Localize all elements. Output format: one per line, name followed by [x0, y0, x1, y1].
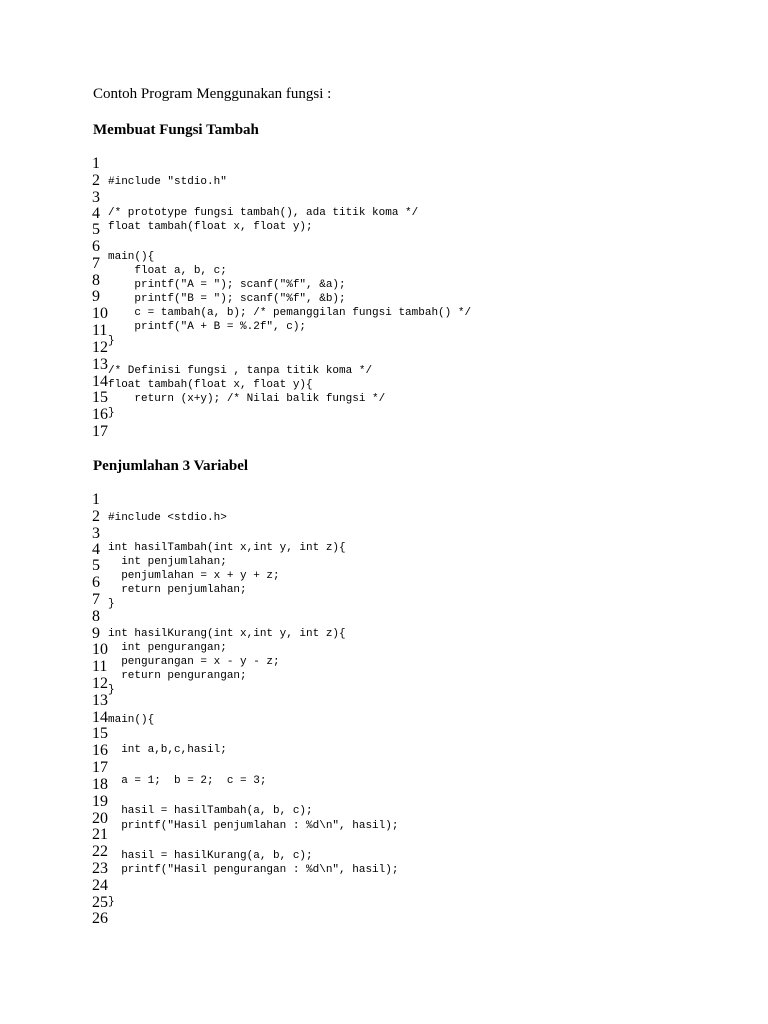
line-number: 4: [92, 541, 100, 558]
code-line: }: [108, 896, 115, 908]
line-number: 5: [92, 557, 100, 574]
line-number: 16: [92, 406, 108, 423]
line-number: 15: [92, 389, 108, 406]
code-line: printf("Hasil pengurangan : %d\n", hasil);: [108, 864, 399, 876]
code-line: int hasilKurang(int x,int y, int z){: [108, 628, 346, 640]
code-line: printf("B = "); scanf("%f", &b);: [108, 293, 346, 305]
code-line: penjumlahan = x + y + z;: [108, 570, 280, 582]
code-line: }: [108, 684, 115, 696]
line-number: 23: [92, 860, 108, 877]
line-number: 4: [92, 205, 100, 222]
code-line: pengurangan = x - y - z;: [108, 656, 280, 668]
line-number: 2: [92, 508, 100, 525]
line-number: 8: [92, 608, 100, 625]
line-number: 25: [92, 894, 108, 911]
code-line: float a, b, c;: [108, 265, 227, 277]
line-number: 6: [92, 238, 100, 255]
line-number: 9: [92, 625, 100, 642]
line-number: 17: [92, 423, 108, 440]
line-number: 14: [92, 709, 108, 726]
line-number: 14: [92, 373, 108, 390]
line-number: 1: [92, 491, 100, 508]
code-line: main(){: [108, 714, 155, 726]
code-line: int a,b,c,hasil;: [108, 744, 227, 756]
code-line: #include "stdio.h": [108, 176, 227, 188]
line-number: 15: [92, 725, 108, 742]
line-number: 2: [92, 172, 100, 189]
line-number: 24: [92, 877, 108, 894]
code-line: hasil = hasilTambah(a, b, c);: [108, 805, 313, 817]
line-number: 21: [92, 826, 108, 843]
code-line: float tambah(float x, float y);: [108, 221, 313, 233]
line-number: 3: [92, 189, 100, 206]
code-line: c = tambah(a, b); /* pemanggilan fungsi tambah() */: [108, 307, 472, 319]
code-line: main(){: [108, 251, 155, 263]
code-line: printf("A + B = %.2f", c);: [108, 321, 307, 333]
line-number: 10: [92, 641, 108, 658]
line-number: 18: [92, 776, 108, 793]
line-number: 13: [92, 356, 108, 373]
line-number: 12: [92, 339, 108, 356]
line-number: 9: [92, 288, 100, 305]
code-line: /* prototype fungsi tambah(), ada titik koma */: [108, 207, 419, 219]
line-number: 11: [92, 322, 108, 339]
code-line: return penjumlahan;: [108, 584, 247, 596]
line-number: 7: [92, 255, 100, 272]
intro-text: Contoh Program Menggunakan fungsi :: [93, 86, 332, 102]
line-number: 5: [92, 221, 100, 238]
line-number: 10: [92, 305, 108, 322]
line-number: 6: [92, 574, 100, 591]
line-number: 12: [92, 675, 108, 692]
code-line: }: [108, 335, 115, 347]
code-line: #include <stdio.h>: [108, 512, 227, 524]
line-number: 3: [92, 525, 100, 542]
code-line: int hasilTambah(int x,int y, int z){: [108, 542, 346, 554]
line-number: 20: [92, 810, 108, 827]
code-line: return pengurangan;: [108, 670, 247, 682]
code-line: int penjumlahan;: [108, 556, 227, 568]
code-line: float tambah(float x, float y){: [108, 379, 313, 391]
code-line: }: [108, 407, 115, 419]
code-line: return (x+y); /* Nilai balik fungsi */: [108, 393, 386, 405]
line-number: 17: [92, 759, 108, 776]
line-number: 1: [92, 155, 100, 172]
code-line: printf("Hasil penjumlahan : %d\n", hasil);: [108, 820, 399, 832]
line-number: 7: [92, 591, 100, 608]
line-number: 26: [92, 910, 108, 927]
code-line: int pengurangan;: [108, 642, 227, 654]
line-number: 13: [92, 692, 108, 709]
code-line: /* Definisi fungsi , tanpa titik koma */: [108, 365, 373, 377]
line-number: 8: [92, 272, 100, 289]
section-heading-penjumlahan: Penjumlahan 3 Variabel: [93, 458, 249, 474]
code-line: hasil = hasilKurang(a, b, c);: [108, 850, 313, 862]
code-line: a = 1; b = 2; c = 3;: [108, 775, 267, 787]
line-number: 11: [92, 658, 108, 675]
line-number: 22: [92, 843, 108, 860]
code-line: }: [108, 598, 115, 610]
code-line: printf("A = "); scanf("%f", &a);: [108, 279, 346, 291]
line-number: 16: [92, 742, 108, 759]
section-heading-tambah: Membuat Fungsi Tambah: [93, 122, 259, 138]
line-number: 19: [92, 793, 108, 810]
